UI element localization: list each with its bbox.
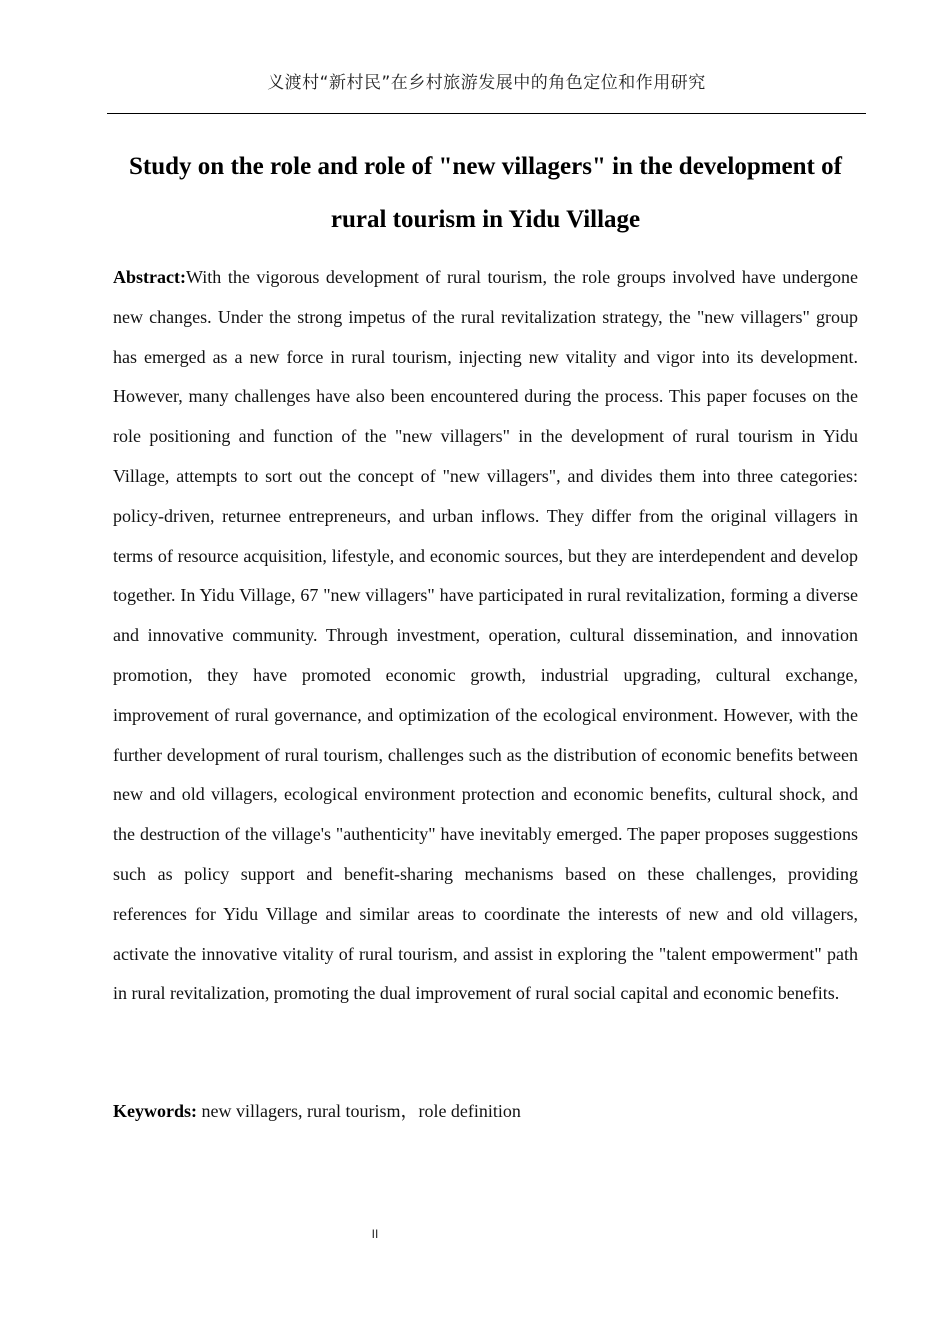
abstract-text: With the vigorous development of rural tourism, the role groups involved have undergone new changes. Under the strong impetus of the rural revitalization strategy, the "new villagers" group has emerged as a new force in rural tourism, injecting new vitality and vigor into its development. However, many challenges have also been encountered during the process. This paper focuses on the role positioning and function of the "new villagers" in the development of rural tourism in Yidu Village, attempts to sort out the concept of "new villagers", and divides them into three categories: policy-driven, returnee entrepreneurs, and urban inflows. They differ from the original villagers in terms of resource acquisition, lifestyle, and economic sources, but they are interdependent and develop together. In Yidu Village, 67 "new villagers" have participated in rural revitalization, forming a diverse and innovative community. Through investment, operation, cultural dissemination, and innovation promotion, they have promoted economic growth, industrial upgrading, cultural exchange, improvement of rural governance, and optimization of the ecological environment. However, with the further development of rural tourism, challenges such as the distribution of economic benefits between new and old villagers, ecological environment protection and economic benefits, cultural shock, and the destruction of the village's "authenticity" have inevitably emerged. The paper proposes suggestions such as policy support and benefit-sharing mechanisms based on these challenges, providing references for Yidu Village and similar areas to coordinate the interests of new and old villagers, activate the innovative vitality of rural tourism, and assist in exploring the "talent empowerment" path in rural revitalization, promoting the dual improvement of rural social capital and economic benefits. — [113, 267, 858, 1004]
keywords-line — [113, 1097, 858, 1125]
header-divider — [107, 113, 866, 114]
abstract-paragraph — [113, 258, 858, 1014]
keywords-label: Keywords: — [113, 1101, 197, 1121]
page-number: II — [371, 1227, 379, 1241]
paper-title: Study on the role and role of "new villagers" in the development of rural tourism in Yidu Village — [129, 153, 842, 233]
running-header: 义渡村“新村民”在乡村旅游发展中的角色定位和作用研究 — [267, 73, 706, 93]
keywords-text: new villagers, rural tourism，role definition — [197, 1101, 521, 1121]
abstract-label: Abstract: — [113, 267, 186, 287]
